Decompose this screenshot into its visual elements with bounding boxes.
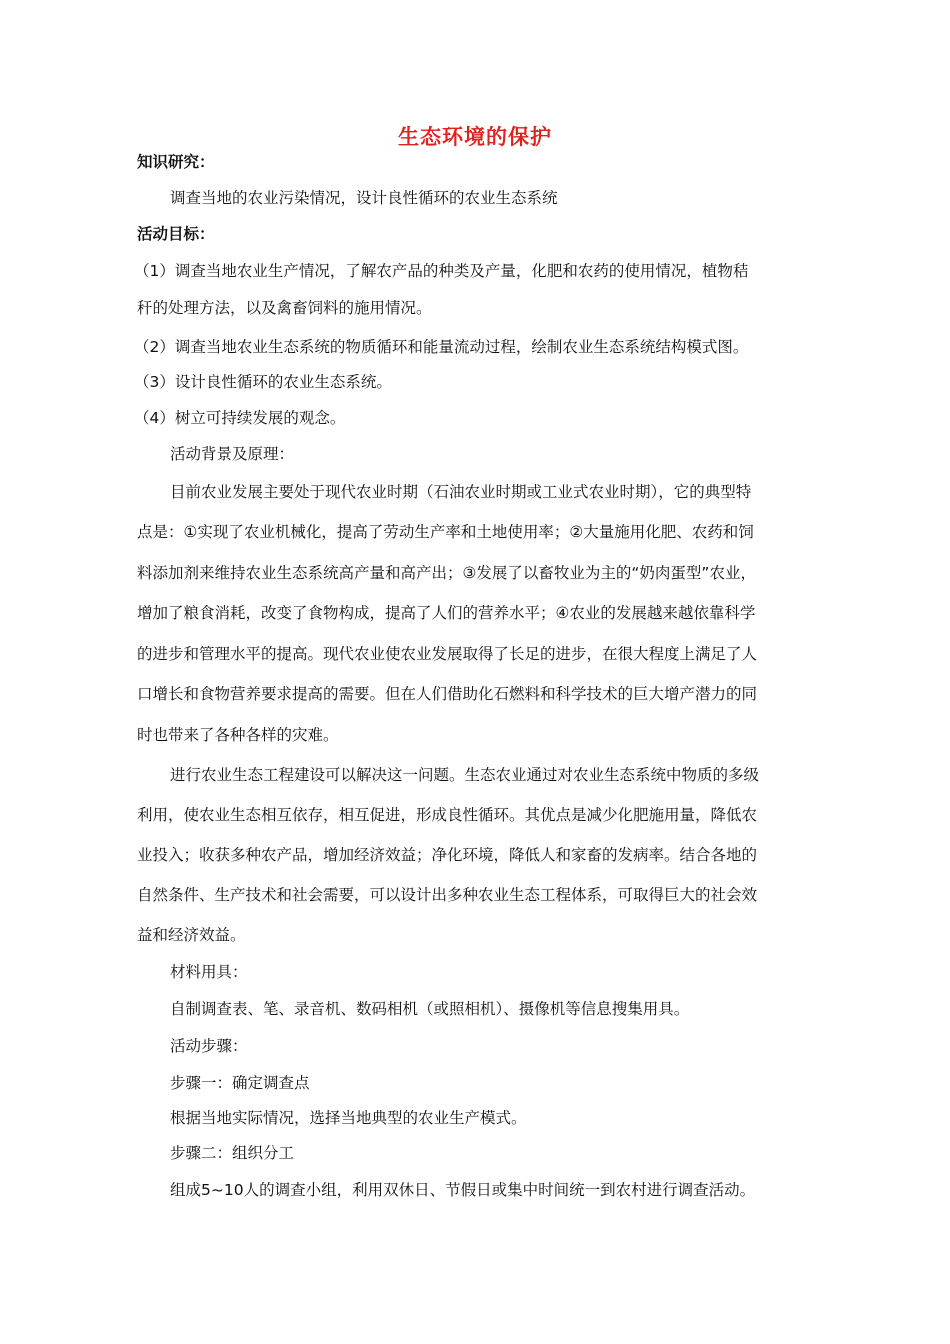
paragraph-2-line: 利用，使农业生态相互依存，相互促进，形成良性循环。其优点是减少化肥施用量，降低农 [137,806,758,824]
goal-4: （4）树立可持续发展的观念。 [134,409,346,427]
paragraph-2-line: 自然条件、生产技术和社会需要，可以设计出多种农业生态工程体系，可取得巨大的社会效 [137,886,758,904]
materials-heading: 材料用具： [170,963,248,981]
paragraph-1-line: 目前农业发展主要处于现代农业时期（石油农业时期或工业式农业时期），它的典型特 [170,483,752,501]
paragraph-1-line: 增加了粮食消耗，改变了食物构成，提高了人们的营养水平；④农业的发展越来越依靠科学 [137,604,756,622]
step-2-text: 组成5~10人的调查小组，利用双休日、节假日或集中时间统一到农村进行调查活动。 [170,1181,756,1199]
paragraph-1-line: 的进步和管理水平的提高。现代农业使农业发展取得了长足的进步，在很大程度上满足了人 [137,645,758,663]
goal-1-line-1: （1）调查当地农业生产情况，了解农产品的种类及产量，化肥和农药的使用情况，植物秸 [134,262,749,280]
step-2-heading: 步骤二：组织分工 [170,1144,295,1162]
goal-3: （3）设计良性循环的农业生态系统。 [134,373,392,391]
materials-text: 自制调查表、笔、录音机、数码相机（或照相机）、摄像机等信息搜集用具。 [170,1000,690,1018]
background-heading: 活动背景及原理： [170,445,295,463]
paragraph-1-line: 口增长和食物营养要求提高的需要。但在人们借助化石燃料和科学技术的巨大增产潜力的同 [137,685,758,703]
knowledge-text: 调查当地的农业污染情况，设计良性循环的农业生态系统 [170,189,558,207]
paragraph-1-line: 料添加剂来维持农业生态系统高产量和高产出；③发展了以畜牧业为主的“奶肉蛋型”农业， [137,564,756,582]
goals-heading: 活动目标： [137,225,215,243]
paragraph-1-line: 点是：①实现了农业机械化，提高了劳动生产率和土地使用率；②大量施用化肥、农药和饲 [137,523,754,541]
goal-1-line-2: 秆的处理方法，以及禽畜饲料的施用情况。 [137,299,432,317]
steps-heading: 活动步骤： [170,1037,248,1055]
step-1-heading: 步骤一：确定调查点 [170,1074,310,1092]
page-title: 生态环境的保护 [398,125,552,149]
paragraph-2-line: 益和经济效益。 [137,926,246,944]
goal-2: （2）调查当地农业生态系统的物质循环和能量流动过程，绘制农业生态系统结构模式图。 [134,338,749,356]
paragraph-2-line: 业投入；收获多种农产品，增加经济效益；净化环境，降低人和家畜的发病率。结合各地的 [137,846,758,864]
paragraph-1-line: 时也带来了各种各样的灾难。 [137,726,339,744]
step-1-text: 根据当地实际情况，选择当地典型的农业生产模式。 [170,1109,527,1127]
paragraph-2-line: 进行农业生态工程建设可以解决这一问题。生态农业通过对农业生态系统中物质的多级 [170,766,760,784]
knowledge-heading: 知识研究： [137,153,215,171]
